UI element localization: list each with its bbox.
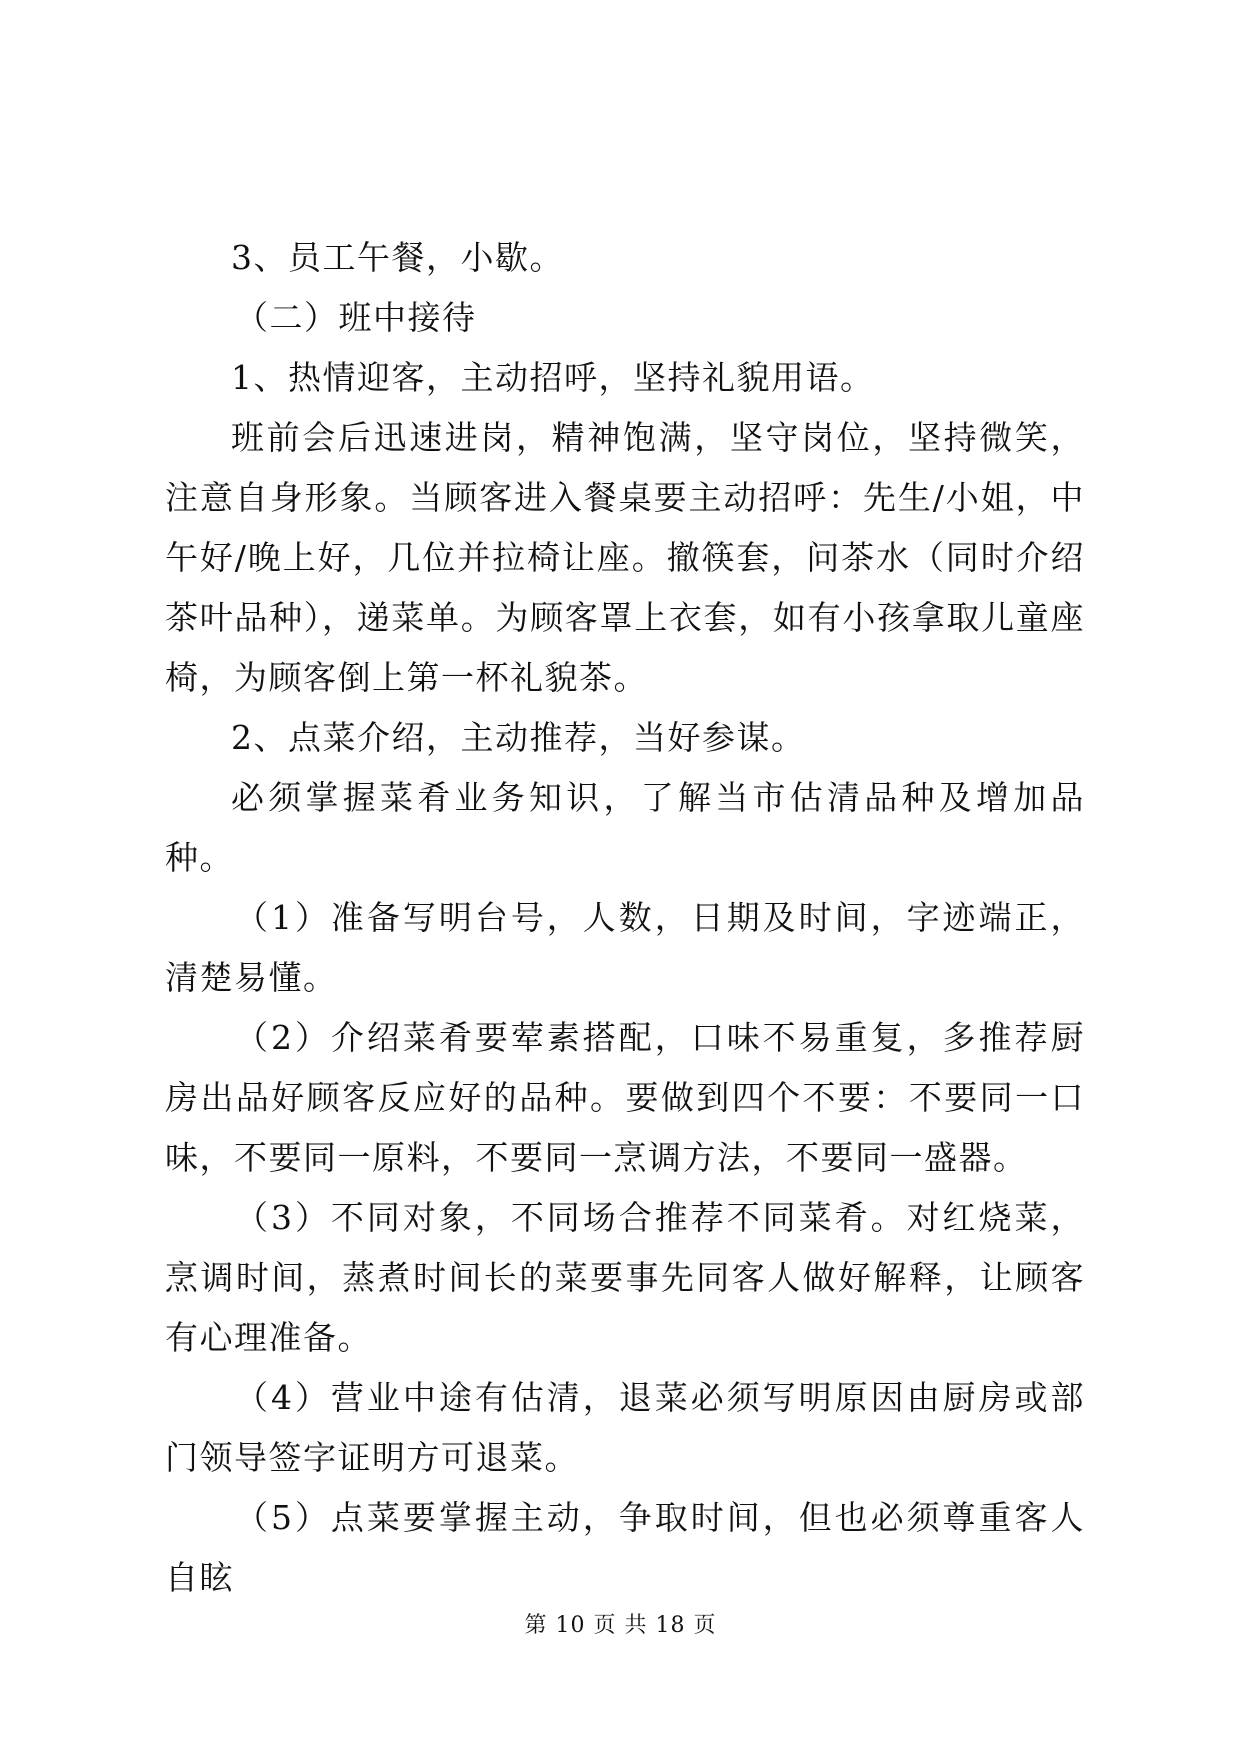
list-item-3: （3）不同对象，不同场合推荐不同菜肴。对红烧菜，烹调时间，蒸煮时间长的菜要事先同客人做好解释，让顾客有心理准备。 — [165, 1198, 1085, 1357]
paragraph-lunch-break: 3、员工午餐，小歇。 — [231, 238, 564, 277]
list-item-1: （1）准备写明台号，人数，日期及时间，字迹端正，清楚易懂。 — [165, 898, 1085, 997]
paragraph-greeting-heading: 1、热情迎客，主动招呼，坚持礼貌用语。 — [231, 358, 875, 397]
paragraph-ordering-heading: 2、点菜介绍，主动推荐，当好参谋。 — [231, 718, 806, 757]
section-heading-service: （二）班中接待 — [235, 298, 477, 337]
list-item-5: （5）点菜要掌握主动，争取时间，但也必须尊重客人自眩 — [165, 1498, 1085, 1597]
page-footer: 第 10 页 共 18 页 — [524, 1613, 717, 1638]
list-item-4: （4）营业中途有估清，退菜必须写明原因由厨房或部门领导签字证明方可退菜。 — [165, 1378, 1085, 1477]
paragraph-greeting-detail: 班前会后迅速进岗，精神饱满，坚守岗位，坚持微笑，注意自身形象。当顾客进入餐桌要主动招呼：先生/小姐，中午好/晚上好，几位并拉椅让座。撤筷套，问茶水（同时介绍茶叶品种），递菜单。为顾客罩上衣套，如有小孩拿取儿童座椅，为顾客倒上第一杯礼貌茶。 — [165, 418, 1085, 697]
list-item-2: （2）介绍菜肴要荤素搭配，口味不易重复，多推荐厨房出品好顾客反应好的品种。要做到四个不要：不要同一口味，不要同一原料，不要同一烹调方法，不要同一盛器。 — [165, 1018, 1085, 1177]
paragraph-menu-knowledge: 必须掌握菜肴业务知识，了解当市估清品种及增加品种。 — [165, 778, 1085, 877]
document-body — [165, 228, 1085, 1608]
